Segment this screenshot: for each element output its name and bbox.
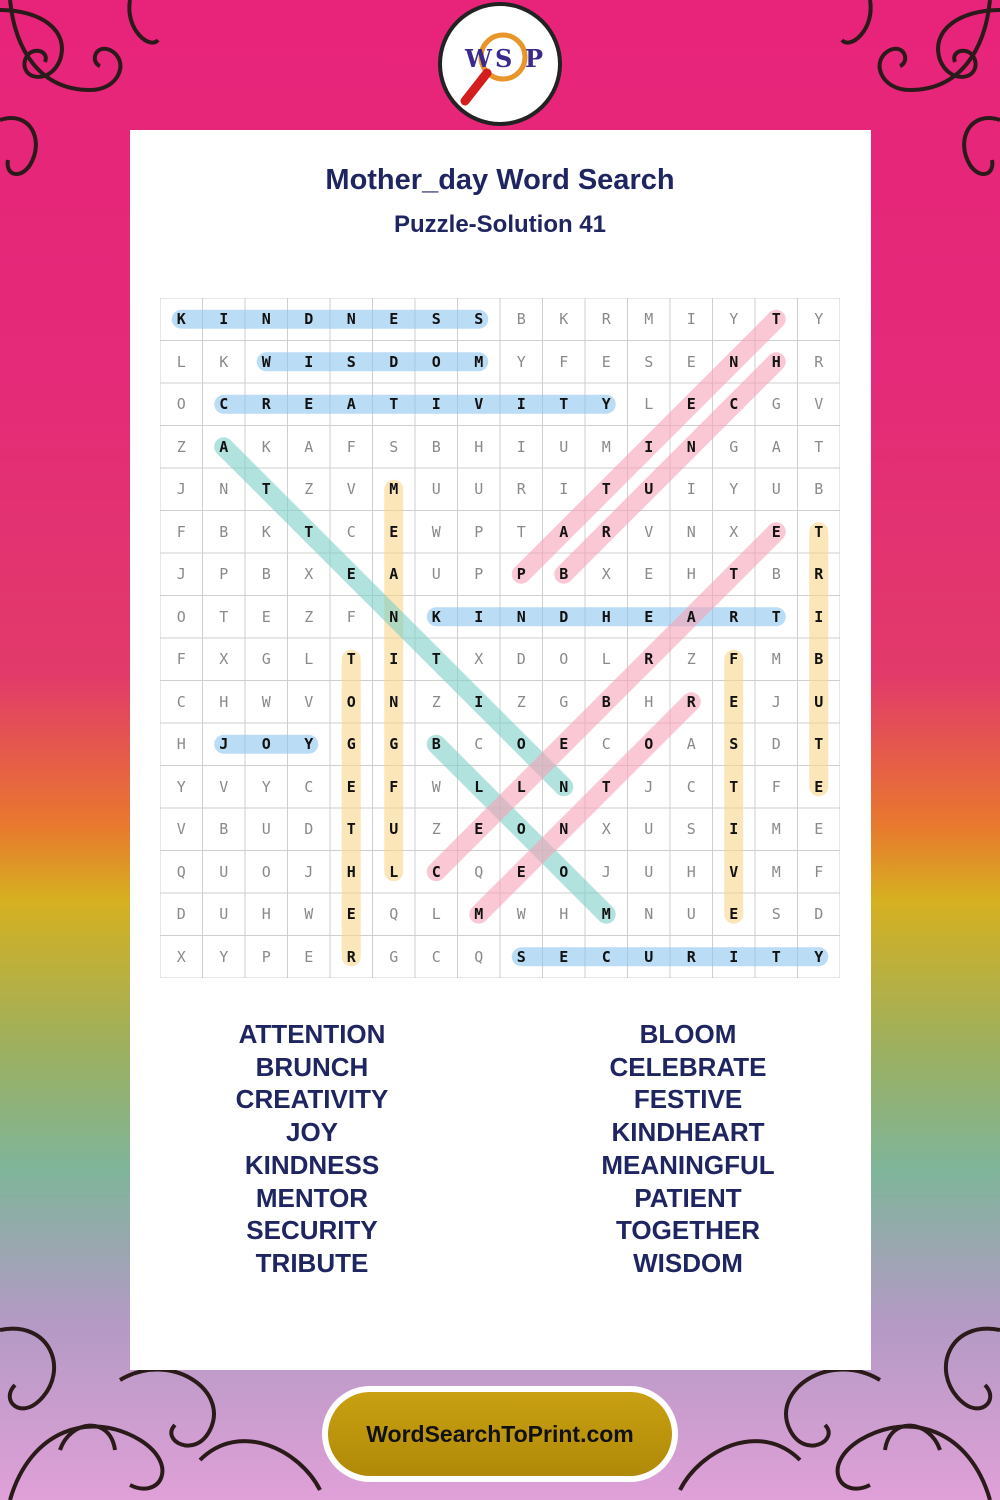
grid-cell[interactable]: O — [176, 395, 186, 414]
grid-cell[interactable]: H — [771, 352, 781, 371]
grid-cell[interactable]: H — [644, 692, 654, 711]
grid-cell[interactable]: L — [516, 777, 526, 796]
grid-cell[interactable]: M — [644, 310, 654, 329]
grid-cell[interactable]: U — [644, 862, 654, 881]
grid-cell[interactable]: O — [644, 735, 654, 754]
grid-cell[interactable]: F — [729, 650, 739, 669]
grid-cell[interactable]: I — [644, 437, 654, 456]
grid-cell[interactable]: I — [729, 947, 739, 966]
grid-cell[interactable]: T — [559, 395, 569, 414]
grid-cell[interactable]: C — [686, 777, 696, 796]
grid-cell[interactable]: N — [346, 310, 356, 329]
grid-cell[interactable]: U — [644, 820, 654, 839]
grid-cell[interactable]: J — [176, 565, 186, 584]
grid-cell[interactable]: V — [176, 820, 186, 839]
grid-cell[interactable]: N — [644, 905, 654, 924]
grid-cell[interactable]: R — [686, 947, 696, 966]
grid-cell[interactable]: R — [261, 395, 271, 414]
grid-cell[interactable]: J — [644, 777, 654, 796]
grid-cell[interactable]: K — [431, 607, 441, 626]
grid-cell[interactable]: P — [474, 522, 484, 541]
grid-cell[interactable]: I — [814, 607, 824, 626]
grid-cell[interactable]: F — [814, 862, 824, 881]
grid-cell[interactable]: M — [601, 437, 611, 456]
grid-cell[interactable]: C — [431, 947, 441, 966]
word-item: TRIBUTE — [255, 1247, 369, 1278]
grid-cell[interactable]: E — [686, 352, 696, 371]
grid-cell[interactable]: T — [431, 650, 441, 669]
grid-cell[interactable]: N — [559, 777, 569, 796]
grid-cell[interactable]: B — [516, 310, 526, 329]
grid-cell[interactable]: D — [559, 607, 569, 626]
grid-cell[interactable]: U — [261, 820, 271, 839]
grid-cell[interactable]: B — [261, 565, 271, 584]
grid-cell[interactable]: H — [601, 607, 611, 626]
grid-cell[interactable]: N — [516, 607, 526, 626]
grid-cell[interactable]: Y — [516, 352, 526, 371]
word-item: PATIENT — [634, 1182, 742, 1213]
grid-cell[interactable]: E — [729, 692, 739, 711]
grid-cell[interactable]: C — [346, 522, 356, 541]
word-item: WISDOM — [633, 1247, 743, 1278]
grid-cell[interactable]: H — [219, 692, 229, 711]
grid-cell[interactable]: C — [219, 395, 229, 414]
grid-cell[interactable]: V — [814, 395, 824, 414]
grid-cell[interactable]: L — [389, 862, 399, 881]
grid-cell[interactable]: F — [176, 522, 186, 541]
grid-cell[interactable]: U — [686, 905, 696, 924]
grid-cell[interactable]: U — [771, 480, 781, 499]
grid-cell[interactable]: Z — [686, 650, 696, 669]
grid-cell[interactable]: D — [176, 905, 186, 924]
grid-cell[interactable]: S — [686, 820, 696, 839]
logo-letter-s: S — [495, 44, 513, 73]
grid-cell[interactable]: M — [474, 352, 484, 371]
grid-cell[interactable]: B — [219, 820, 229, 839]
grid-cell[interactable]: D — [771, 735, 781, 754]
word-item: BLOOM — [639, 1019, 737, 1049]
word-item: CELEBRATE — [609, 1051, 767, 1082]
grid-cell[interactable]: B — [431, 735, 441, 754]
grid-cell[interactable]: S — [346, 352, 356, 371]
grid-cell[interactable]: U — [644, 480, 654, 499]
grid-cell[interactable]: Z — [176, 437, 186, 456]
grid-cell[interactable]: H — [559, 905, 569, 924]
grid-cell[interactable]: P — [261, 947, 271, 966]
grid-cell[interactable]: R — [729, 607, 739, 626]
grid-cell[interactable]: C — [729, 395, 739, 414]
grid-cell[interactable]: B — [601, 692, 611, 711]
grid-cell[interactable]: I — [219, 310, 229, 329]
grid-cell[interactable]: N — [729, 352, 739, 371]
grid-cell[interactable]: E — [389, 310, 399, 329]
grid-cell[interactable]: K — [261, 437, 271, 456]
grid-cell[interactable]: X — [474, 650, 484, 669]
word-item: BRUNCH — [255, 1051, 369, 1082]
grid-cell[interactable]: T — [389, 395, 399, 414]
grid-cell[interactable]: F — [176, 650, 186, 669]
word-item: CREATIVITY — [235, 1084, 389, 1115]
word-item: TOGETHER — [616, 1215, 760, 1246]
grid-cell[interactable]: J — [304, 862, 314, 881]
grid-cell[interactable]: B — [431, 437, 441, 456]
grid-cell[interactable]: G — [346, 735, 356, 754]
grid-cell[interactable]: E — [389, 522, 399, 541]
grid-cell[interactable]: E — [304, 947, 314, 966]
grid-cell[interactable]: N — [389, 607, 399, 626]
grid-cell[interactable]: H — [176, 735, 186, 754]
grid-cell[interactable]: Y — [729, 310, 739, 329]
grid-cell[interactable]: O — [559, 650, 569, 669]
grid-cell[interactable]: B — [771, 565, 781, 584]
grid-cell[interactable]: J — [601, 862, 611, 881]
grid-cell[interactable]: M — [771, 862, 781, 881]
grid-cell[interactable]: I — [431, 395, 441, 414]
grid-cell[interactable]: P — [516, 565, 526, 584]
grid-cell[interactable]: M — [771, 820, 781, 839]
grid-cell[interactable]: Q — [474, 947, 484, 966]
grid-cell[interactable]: S — [431, 310, 441, 329]
grid-cell[interactable]: Q — [389, 905, 399, 924]
grid-cell[interactable]: B — [219, 522, 229, 541]
grid-cell[interactable]: C — [474, 735, 484, 754]
logo-letter-w: W — [465, 44, 492, 73]
grid-cell[interactable]: E — [346, 905, 356, 924]
grid-cell[interactable]: D — [304, 310, 314, 329]
grid-cell[interactable]: R — [601, 522, 611, 541]
grid-cell[interactable]: V — [474, 395, 484, 414]
grid-cell[interactable]: D — [304, 820, 314, 839]
grid-cell[interactable]: N — [219, 480, 229, 499]
grid-cell[interactable]: G — [559, 692, 569, 711]
grid-cell[interactable]: Y — [176, 777, 186, 796]
grid-cell[interactable]: Q — [176, 862, 186, 881]
grid-cell[interactable]: B — [559, 565, 569, 584]
grid-cell[interactable]: Z — [304, 480, 314, 499]
grid-cell[interactable]: X — [304, 565, 314, 584]
grid-cell[interactable]: O — [559, 862, 569, 881]
grid-cell[interactable]: T — [729, 777, 739, 796]
grid-cell[interactable]: K — [559, 310, 569, 329]
grid-cell[interactable]: T — [346, 820, 356, 839]
grid-cell[interactable]: U — [219, 905, 229, 924]
grid-cell[interactable]: Z — [431, 820, 441, 839]
grid-cell[interactable]: G — [389, 735, 399, 754]
grid-cell[interactable]: Q — [474, 862, 484, 881]
grid-cell[interactable]: J — [176, 480, 186, 499]
grid-cell[interactable]: R — [346, 947, 356, 966]
grid-cell[interactable]: P — [219, 565, 229, 584]
grid-cell[interactable]: E — [559, 947, 569, 966]
grid-cell[interactable]: I — [516, 395, 526, 414]
grid-cell[interactable]: S — [771, 905, 781, 924]
grid-cell[interactable]: N — [261, 310, 271, 329]
grid-cell[interactable]: F — [389, 777, 399, 796]
grid-cell[interactable]: M — [389, 480, 399, 499]
grid-cell[interactable]: A — [219, 437, 229, 456]
grid-cell[interactable]: U — [219, 862, 229, 881]
grid-cell[interactable]: W — [431, 522, 441, 541]
grid-cell[interactable]: E — [601, 352, 611, 371]
grid-cell[interactable]: G — [729, 437, 739, 456]
grid-cell[interactable]: L — [176, 352, 186, 371]
grid-cell[interactable]: A — [304, 437, 314, 456]
grid-cell[interactable]: U — [431, 480, 441, 499]
grid-cell[interactable]: O — [431, 352, 441, 371]
word-item: SECURITY — [246, 1215, 378, 1246]
grid-cell[interactable]: L — [474, 777, 484, 796]
grid-cell[interactable]: T — [814, 522, 824, 541]
grid-cell[interactable]: Z — [516, 692, 526, 711]
grid-cell[interactable]: Y — [814, 310, 824, 329]
grid-cell[interactable]: X — [601, 565, 611, 584]
grid-cell[interactable]: F — [346, 607, 356, 626]
grid-cell[interactable]: U — [644, 947, 654, 966]
grid-cell[interactable]: D — [814, 905, 824, 924]
grid-cell[interactable]: I — [516, 437, 526, 456]
grid-cell[interactable]: Z — [304, 607, 314, 626]
grid-cell[interactable]: L — [644, 395, 654, 414]
grid-cell[interactable]: I — [686, 310, 696, 329]
grid-cell[interactable]: E — [771, 522, 781, 541]
grid-cell[interactable]: P — [474, 565, 484, 584]
grid-cell[interactable]: R — [516, 480, 526, 499]
word-item: KINDHEART — [611, 1117, 765, 1148]
grid-cell[interactable]: E — [304, 395, 314, 414]
word-list-right — [498, 1018, 878, 1280]
grid-cell[interactable]: J — [219, 735, 229, 754]
grid-cell[interactable]: S — [474, 310, 484, 329]
word-item: MENTOR — [255, 1182, 369, 1213]
grid-cell[interactable]: I — [389, 650, 399, 669]
grid-cell[interactable]: E — [261, 607, 271, 626]
grid-cell[interactable]: S — [516, 947, 526, 966]
grid-cell[interactable]: M — [601, 905, 611, 924]
grid-cell[interactable]: H — [474, 437, 484, 456]
grid-cell[interactable]: A — [686, 735, 696, 754]
grid-cell[interactable]: E — [559, 735, 569, 754]
grid-cell[interactable]: G — [771, 395, 781, 414]
grid-cell[interactable]: J — [771, 692, 781, 711]
grid-cell[interactable]: Y — [261, 777, 271, 796]
grid-cell[interactable]: E — [729, 905, 739, 924]
grid-cell[interactable]: Y — [729, 480, 739, 499]
grid-cell[interactable]: X — [601, 820, 611, 839]
grid-cell[interactable]: O — [516, 820, 526, 839]
grid-cell[interactable]: S — [389, 437, 399, 456]
grid-cell[interactable]: C — [601, 947, 611, 966]
grid-cell[interactable]: X — [219, 650, 229, 669]
grid-cell[interactable]: T — [346, 650, 356, 669]
grid-cell[interactable]: Y — [814, 947, 824, 966]
word-item: ATTENTION — [238, 1019, 386, 1049]
grid-cell[interactable]: E — [346, 565, 356, 584]
grid-cell[interactable]: T — [771, 607, 781, 626]
grid-cell[interactable]: K — [219, 352, 229, 371]
grid-cell[interactable]: T — [516, 522, 526, 541]
grid-cell[interactable]: U — [559, 437, 569, 456]
grid-cell[interactable]: N — [389, 692, 399, 711]
grid-cell[interactable]: C — [176, 692, 186, 711]
grid-cell[interactable]: A — [559, 522, 569, 541]
grid-cell[interactable]: L — [601, 650, 611, 669]
grid-cell[interactable]: H — [261, 905, 271, 924]
grid-cell[interactable]: I — [474, 692, 484, 711]
grid-cell[interactable]: I — [729, 820, 739, 839]
grid-cell[interactable]: T — [601, 480, 611, 499]
grid-cell[interactable]: E — [644, 565, 654, 584]
website-link-button[interactable] — [322, 1386, 678, 1482]
grid-cell[interactable]: N — [686, 522, 696, 541]
grid-cell[interactable]: S — [729, 735, 739, 754]
logo-letter-p: P — [525, 44, 544, 73]
grid-cell[interactable]: M — [474, 905, 484, 924]
grid-cell[interactable]: M — [771, 650, 781, 669]
grid-cell[interactable]: R — [644, 650, 654, 669]
grid-cell[interactable]: X — [176, 947, 186, 966]
grid-cell[interactable]: R — [601, 310, 611, 329]
grid-cell[interactable]: W — [516, 905, 526, 924]
grid-cell[interactable]: T — [219, 607, 229, 626]
grid-cell[interactable]: H — [686, 862, 696, 881]
grid-cell[interactable]: T — [814, 437, 824, 456]
grid-cell[interactable]: I — [559, 480, 569, 499]
grid-cell[interactable]: T — [771, 310, 781, 329]
grid-cell[interactable]: B — [814, 650, 824, 669]
grid-cell[interactable]: F — [771, 777, 781, 796]
grid-cell[interactable]: I — [686, 480, 696, 499]
grid-cell[interactable]: A — [686, 607, 696, 626]
magnifier-logo-icon — [445, 9, 555, 119]
grid-cell[interactable]: V — [304, 692, 314, 711]
grid-cell[interactable]: D — [389, 352, 399, 371]
grid-cell[interactable]: Y — [219, 947, 229, 966]
grid-cell[interactable]: I — [474, 607, 484, 626]
grid-cell[interactable]: U — [389, 820, 399, 839]
grid-cell[interactable]: E — [814, 820, 824, 839]
grid-cell[interactable]: R — [686, 692, 696, 711]
grid-cell[interactable]: Y — [304, 735, 314, 754]
grid-cell[interactable]: D — [516, 650, 526, 669]
grid-cell[interactable]: E — [686, 395, 696, 414]
grid-cell[interactable]: E — [814, 777, 824, 796]
grid-cell[interactable]: O — [176, 607, 186, 626]
page-subtitle: Puzzle-Solution 41 — [393, 211, 606, 238]
grid-cell[interactable]: H — [346, 862, 356, 881]
grid-cell[interactable]: V — [219, 777, 229, 796]
grid-cell[interactable]: E — [644, 607, 654, 626]
grid-cell[interactable]: W — [304, 905, 314, 924]
grid-cell[interactable]: A — [389, 565, 399, 584]
grid-cell[interactable]: T — [814, 735, 824, 754]
grid-cell[interactable]: L — [431, 905, 441, 924]
grid-cell[interactable]: O — [261, 862, 271, 881]
website-link-label: WordSearchToPrint.com — [328, 1392, 672, 1476]
grid-cell[interactable]: W — [261, 352, 271, 371]
word-list-left — [122, 1018, 502, 1280]
grid-cell[interactable]: F — [559, 352, 569, 371]
word-search-grid[interactable] — [160, 298, 840, 978]
grid-cell[interactable]: C — [431, 862, 441, 881]
grid-cell[interactable]: G — [389, 947, 399, 966]
grid-cell[interactable]: H — [686, 565, 696, 584]
grid-cell[interactable]: E — [516, 862, 526, 881]
grid-cell[interactable]: G — [261, 650, 271, 669]
grid-cell[interactable]: F — [346, 437, 356, 456]
grid-cell[interactable]: I — [304, 352, 314, 371]
grid-cell[interactable]: S — [644, 352, 654, 371]
site-logo[interactable] — [438, 2, 562, 126]
grid-cell[interactable]: A — [771, 437, 781, 456]
grid-cell[interactable]: E — [346, 777, 356, 796]
word-item: FESTIVE — [633, 1084, 743, 1115]
grid-cell[interactable]: T — [304, 522, 314, 541]
word-item: KINDNESS — [244, 1149, 380, 1180]
grid-cell[interactable]: T — [261, 480, 271, 499]
grid-cell[interactable]: R — [814, 565, 824, 584]
grid-cell[interactable]: C — [601, 735, 611, 754]
grid-cell[interactable]: K — [176, 310, 186, 329]
grid-cell[interactable]: A — [346, 395, 356, 414]
grid-cell[interactable]: V — [729, 862, 739, 881]
grid-cell[interactable]: O — [346, 692, 356, 711]
grid-cell[interactable]: T — [729, 565, 739, 584]
grid-cell[interactable]: Y — [601, 395, 611, 414]
grid-cell[interactable]: O — [516, 735, 526, 754]
grid-cell[interactable]: L — [304, 650, 314, 669]
grid-cell[interactable]: B — [814, 480, 824, 499]
grid-cell[interactable]: T — [771, 947, 781, 966]
grid-cell[interactable]: C — [304, 777, 314, 796]
word-item: JOY — [285, 1117, 339, 1148]
grid-cell[interactable]: N — [686, 437, 696, 456]
grid-cell[interactable]: X — [729, 522, 739, 541]
page-title: Mother_day Word Search — [325, 164, 675, 196]
grid-cell[interactable]: V — [644, 522, 654, 541]
grid-cell[interactable]: W — [261, 692, 271, 711]
grid-cell[interactable]: Z — [431, 692, 441, 711]
grid-cell[interactable]: K — [261, 522, 271, 541]
grid-cell[interactable]: E — [474, 820, 484, 839]
grid-cell[interactable]: T — [601, 777, 611, 796]
grid-cell[interactable]: V — [346, 480, 356, 499]
grid-cell[interactable]: W — [431, 777, 441, 796]
grid-cell[interactable]: U — [814, 692, 824, 711]
grid-cell[interactable]: U — [431, 565, 441, 584]
grid-cell[interactable]: R — [814, 352, 824, 371]
word-item: MEANINGFUL — [601, 1149, 775, 1180]
grid-cell[interactable]: O — [261, 735, 271, 754]
grid-cell[interactable]: U — [474, 480, 484, 499]
grid-cell[interactable]: N — [559, 820, 569, 839]
